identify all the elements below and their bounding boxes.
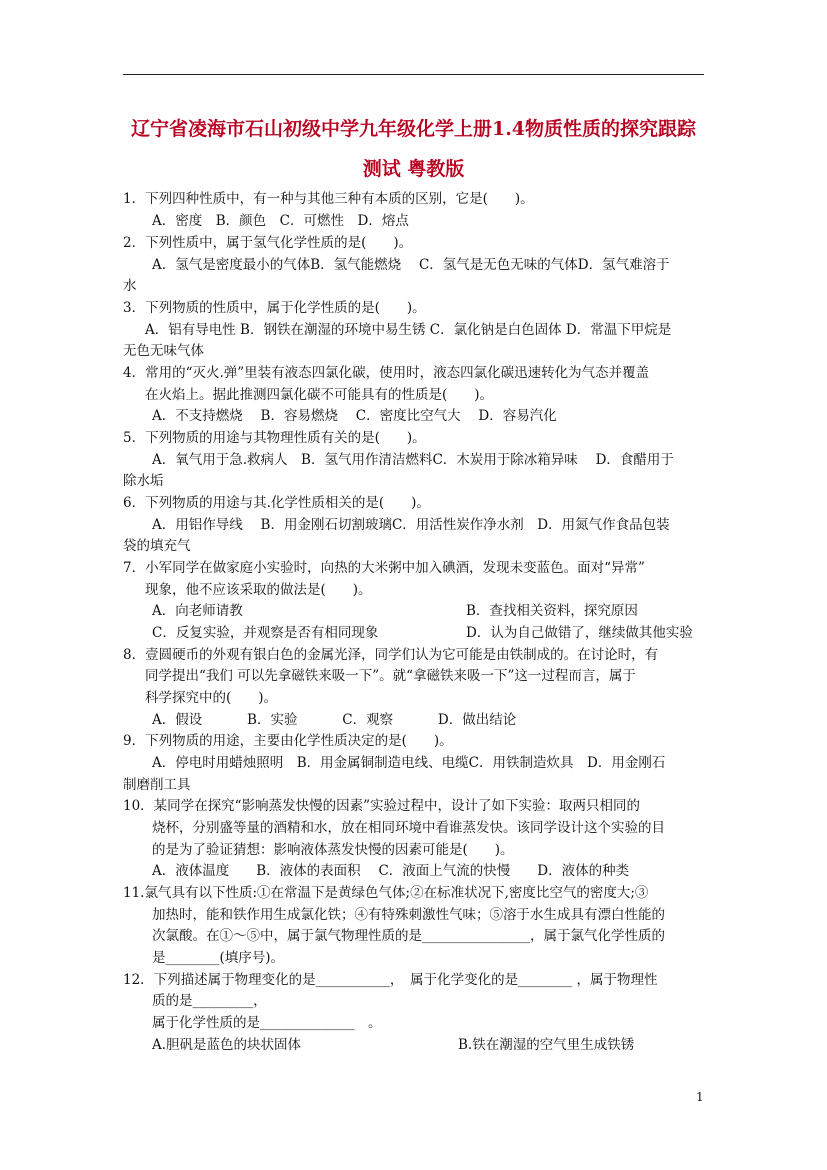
question-4-stem: 4．常用的“灭火.弹”里装有液态四氯化碳，使用时，液态四氯化碳迅速转化为气态并覆盖 (123, 365, 650, 381)
question-10-options: A．液体温度 B．液体的表面积 C．液面上气流的快慢 D．液体的种类 (152, 863, 630, 879)
question-11-stem-cont-3: 是________(填序号)。 (152, 950, 285, 966)
question-3-options: A．铝有导电性 B．钢铁在潮湿的环境中易生锈 C．氯化钠是白色固体 D．常温下甲烷是 (145, 322, 672, 338)
question-11-stem-cont-2: 次氯酸。在①～⑤中，属于氯气物理性质的是________________，属于氯气化学性质的 (152, 928, 665, 944)
question-2-options: A．氢气是密度最小的气体B．氢气能燃烧 C．氢气是无色无味的气体D．氢气难溶于 (152, 257, 670, 273)
question-8-stem-cont-2: 科学探究中的( )。 (145, 690, 278, 706)
question-7-stem-cont: 现象，他不应该采取的做法是( )。 (145, 582, 372, 598)
question-10-stem: 10．某同学在探究“影响蒸发快慢的因素”实验过程中，设计了如下实验：取两只相同的 (123, 798, 640, 814)
question-12-stem-cont: 质的是_________， (152, 993, 267, 1009)
document-title-line-1: 辽宁省凌海市石山初级中学九年级化学上册1.4物质性质的探究跟踪 (130, 118, 697, 140)
question-7-option-d: D．认为自己做错了，继续做其他实验 (466, 625, 693, 641)
question-2-options-cont: 水 (123, 278, 137, 294)
page-number: 1 (696, 1090, 704, 1104)
question-6-options-cont: 袋的填充气 (123, 538, 191, 554)
question-12-stem: 12．下列描述属于物理变化的是___________， 属于化学变化的是________ ，属于物理性 (123, 972, 658, 988)
question-11-stem-cont: 加热时，能和铁作用生成氯化铁；④有特殊刺激性气味；⑤溶于水生成具有漂白性能的 (152, 907, 665, 923)
question-3-options-cont: 无色无味气体 (123, 343, 204, 359)
document-title-line-2: 测试 粤教版 (362, 158, 465, 180)
question-8-stem-cont: 同学提出“我们 可以先拿磁铁来吸一下”。就“拿磁铁来吸一下”这一过程而言，属于 (145, 668, 636, 684)
question-6-options: A．用铝作导线 B．用金刚石切割玻璃C．用活性炭作净水剂 D．用氮气作食品包装 (152, 517, 670, 533)
question-12-option-b: B.铁在潮湿的空气里生成铁锈 (458, 1037, 635, 1053)
question-3-stem: 3．下列物质的性质中，属于化学性质的是( )。 (123, 300, 426, 316)
question-5-options: A．氧气用于急.救病人 B．氢气用作清洁燃料C．木炭用于除冰箱异味 D．食醋用于 (152, 452, 674, 468)
question-6-stem: 6．下列物质的用途与其.化学性质相关的是( )。 (123, 495, 430, 511)
question-7-option-b: B．查找相关资料，探究原因 (466, 603, 638, 619)
question-2-stem: 2．下列性质中，属于氢气化学性质的是( )。 (123, 235, 413, 251)
question-1-options: A．密度 B．颜色 C．可燃性 D．熔点 (152, 213, 409, 229)
question-4-options: A．不支持燃烧 B．容易燃烧 C．密度比空气大 D．容易汽化 (152, 408, 557, 424)
question-8-options: A．假设 B．实验 C．观察 D．做出结论 (152, 712, 517, 728)
header-rule (123, 74, 704, 75)
question-5-options-cont: 除水垢 (123, 473, 164, 489)
question-9-stem: 9．下列物质的用途，主要由化学性质决定的是( )。 (123, 733, 453, 749)
question-10-stem-cont: 烧杯，分别盛等量的酒精和水，放在相同环境中看谁蒸发快。该同学设计这个实验的目 (152, 820, 665, 836)
question-1-stem: 1．下列四种性质中，有一种与其他三种有本质的区别，它是( )。 (123, 191, 534, 207)
question-7-option-c: C．反复实验，并观察是否有相同现象 (152, 625, 379, 641)
question-10-stem-cont-2: 的是为了验证猜想：影响液体蒸发快慢的因素可能是( )。 (152, 842, 514, 858)
question-12-stem-cont-2: 属于化学性质的是______________ 。 (152, 1015, 382, 1031)
question-9-options: A．停电时用蜡烛照明 B．用金属铜制造电线、电缆C．用铁制造炊具 D．用金刚石 (152, 755, 666, 771)
question-8-stem: 8．壹圆硬币的外观有银白色的金属光泽，同学们认为它可能是由铁制成的。在讨论时，有 (123, 647, 659, 663)
question-5-stem: 5．下列物质的用途与其物理性质有关的是( )。 (123, 430, 426, 446)
question-4-stem-cont: 在火焰上。据此推测四氯化碳不可能具有的性质是( )。 (145, 387, 494, 403)
question-7-option-a: A．向老师请教 (152, 603, 243, 619)
question-11-stem: 11.氯气具有以下性质:①在常温下是黄绿色气体;②在标准状况下,密度比空气的密度大;③ (123, 885, 649, 901)
question-12-option-a: A.胆矾是蓝色的块状固体 (152, 1037, 302, 1053)
question-9-options-cont: 制磨削工具 (123, 777, 191, 793)
question-7-stem: 7．小军同学在做家庭小实验时，向热的大米粥中加入碘酒，发现未变蓝色。面对“异常” (123, 560, 645, 576)
